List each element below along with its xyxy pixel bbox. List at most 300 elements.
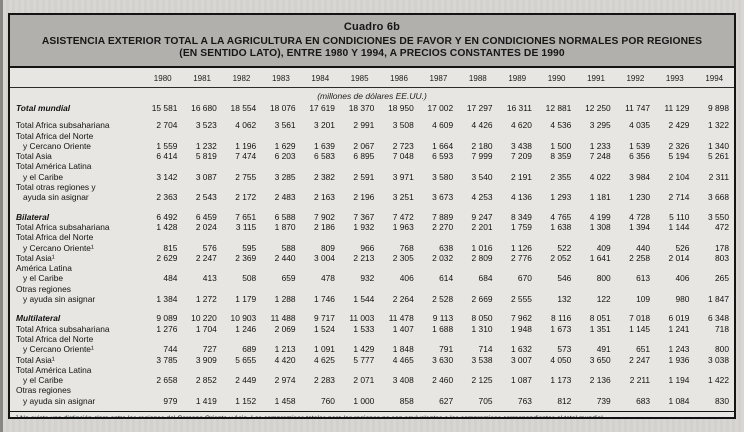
cell-value: 1 308 bbox=[589, 221, 611, 232]
cell-value: 4 728 bbox=[629, 211, 651, 222]
cell-value: 2 991 bbox=[353, 120, 375, 131]
cell-value: 1 673 bbox=[550, 323, 572, 334]
units-note: (millones de dólares EE.UU.) bbox=[317, 91, 427, 101]
cell-value: 7 048 bbox=[392, 151, 414, 162]
cell-value: 15 581 bbox=[151, 103, 178, 113]
cell-value: 2 483 bbox=[274, 192, 296, 203]
cell-value: 8 051 bbox=[589, 313, 611, 324]
cell-value: 5 261 bbox=[708, 151, 729, 162]
cell-value: 4 199 bbox=[589, 211, 611, 222]
cell-value: 2 629 bbox=[156, 252, 178, 263]
row-label: Total América Latina y el Caribe bbox=[16, 364, 92, 386]
cell-value: 1 293 bbox=[550, 192, 572, 203]
row-label: Total Africa del Norte y Cercano Oriente¹ bbox=[16, 232, 94, 253]
row-label: Total otras regiones y ayuda sin asignar bbox=[16, 182, 96, 203]
cell-value: 3 971 bbox=[392, 171, 414, 182]
cell-value: 16 311 bbox=[506, 103, 532, 113]
cell-value: 3 538 bbox=[471, 354, 493, 365]
cell-value: 3 673 bbox=[432, 192, 454, 203]
cell-value: 7 902 bbox=[313, 211, 335, 222]
cell-value: 3 540 bbox=[471, 171, 493, 182]
cell-value: 9 113 bbox=[432, 313, 454, 324]
cell-value: 8 359 bbox=[550, 151, 572, 162]
cell-value: 2 211 bbox=[629, 375, 651, 386]
cell-value: 6 588 bbox=[274, 211, 296, 222]
cell-value: 760 bbox=[320, 395, 335, 406]
cell-value: 1 394 bbox=[629, 221, 651, 232]
cell-value: 2 776 bbox=[510, 252, 532, 263]
cell-value: 2 755 bbox=[235, 171, 257, 182]
cell-value: 979 bbox=[163, 395, 178, 406]
cell-value: 1 288 bbox=[274, 294, 296, 305]
row-label: Total Asia¹ bbox=[16, 252, 55, 263]
table-title-line-1: ASISTENCIA EXTERIOR TOTAL A LA AGRICULTURA EN CONDICIONES DE FAVOR Y EN CONDICIONES NORMALES POR REGIONES bbox=[41, 36, 703, 47]
year-header: 1987 bbox=[419, 68, 458, 88]
cell-value: 4 420 bbox=[274, 354, 296, 365]
cell-value: 18 950 bbox=[388, 103, 414, 113]
cell-value: 6 583 bbox=[313, 151, 335, 162]
table-cuadro-6b bbox=[8, 13, 736, 419]
cell-value: 3 201 bbox=[313, 120, 335, 131]
year-header: 1981 bbox=[182, 68, 221, 88]
units-row bbox=[10, 88, 734, 104]
cell-value: 409 bbox=[596, 242, 611, 253]
cell-value: 1 016 bbox=[471, 242, 493, 253]
cell-value: 763 bbox=[517, 395, 532, 406]
cell-value: 3 142 bbox=[156, 171, 178, 182]
row-label: Total Africa subsahariana bbox=[16, 221, 110, 232]
cell-value: 1 145 bbox=[629, 323, 651, 334]
cell-value: 1 638 bbox=[550, 221, 572, 232]
cell-value: 1 533 bbox=[353, 323, 375, 334]
cell-value: 11 747 bbox=[625, 103, 651, 113]
cell-value: 1 241 bbox=[668, 323, 690, 334]
cell-value: 684 bbox=[478, 273, 493, 284]
cell-value: 132 bbox=[557, 294, 572, 305]
cell-value: 18 370 bbox=[348, 103, 375, 113]
table-row bbox=[10, 324, 734, 334]
cell-value: 3 508 bbox=[392, 120, 414, 131]
cell-value: 2 032 bbox=[432, 252, 454, 263]
cell-value: 588 bbox=[281, 242, 296, 253]
cell-value: 7 472 bbox=[392, 211, 414, 222]
cell-value: 6 348 bbox=[708, 313, 729, 324]
cell-value: 10 220 bbox=[191, 313, 217, 324]
cell-value: 2 974 bbox=[274, 375, 296, 386]
year-header-row bbox=[10, 68, 734, 88]
year-header: 1992 bbox=[616, 68, 655, 88]
cell-value: 3 523 bbox=[195, 120, 217, 131]
cell-value: 2 071 bbox=[353, 375, 375, 386]
row-label: Multilateral bbox=[16, 313, 61, 324]
year-header: 1993 bbox=[655, 68, 694, 88]
table-row bbox=[10, 120, 734, 130]
cell-value: 2 440 bbox=[274, 252, 296, 263]
cell-value: 6 492 bbox=[156, 211, 178, 222]
cell-value: 2 723 bbox=[392, 140, 414, 151]
cell-value: 6 019 bbox=[668, 313, 690, 324]
table-row bbox=[10, 334, 734, 355]
cell-value: 2 052 bbox=[550, 252, 572, 263]
cell-value: 1 091 bbox=[313, 344, 335, 355]
year-header: 1994 bbox=[694, 68, 734, 88]
cell-value: 2 136 bbox=[589, 375, 611, 386]
cell-value: 1 428 bbox=[156, 221, 178, 232]
cell-value: 3 630 bbox=[432, 354, 454, 365]
cell-value: 2 714 bbox=[668, 192, 690, 203]
cell-value: 17 002 bbox=[427, 103, 454, 113]
cell-value: 1 629 bbox=[274, 140, 296, 151]
cell-value: 1 963 bbox=[392, 221, 414, 232]
table-number: Cuadro 6b bbox=[343, 21, 401, 33]
cell-value: 7 367 bbox=[353, 211, 375, 222]
cell-value: 6 414 bbox=[156, 151, 178, 162]
cell-value: 2 258 bbox=[629, 252, 651, 263]
cell-value: 4 253 bbox=[471, 192, 493, 203]
cell-value: 546 bbox=[557, 273, 572, 284]
cell-value: 9 898 bbox=[708, 103, 729, 113]
cell-value: 1 310 bbox=[471, 323, 493, 334]
table-row bbox=[10, 263, 734, 284]
cell-value: 3 785 bbox=[156, 354, 178, 365]
cell-value: 2 186 bbox=[313, 221, 335, 232]
cell-value: 265 bbox=[715, 273, 729, 284]
cell-value: 1 746 bbox=[313, 294, 335, 305]
year-header: 1986 bbox=[379, 68, 418, 88]
cell-value: 3 004 bbox=[313, 252, 335, 263]
cell-value: 1 179 bbox=[235, 294, 257, 305]
cell-value: 3 087 bbox=[195, 171, 217, 182]
cell-value: 2 163 bbox=[313, 192, 335, 203]
cell-value: 812 bbox=[557, 395, 572, 406]
cell-value: 800 bbox=[596, 273, 611, 284]
cell-value: 1 429 bbox=[353, 344, 375, 355]
cell-value: 11 129 bbox=[664, 103, 690, 113]
cell-value: 1 422 bbox=[708, 375, 729, 386]
cell-value: 4 062 bbox=[235, 120, 257, 131]
row-label: Bilateral bbox=[16, 211, 50, 222]
cell-value: 1 419 bbox=[195, 395, 217, 406]
cell-value: 573 bbox=[557, 344, 572, 355]
cell-value: 3 285 bbox=[274, 171, 296, 182]
cell-value: 2 180 bbox=[471, 140, 493, 151]
cell-value: 4 465 bbox=[392, 354, 414, 365]
table-row bbox=[10, 355, 734, 365]
cell-value: 491 bbox=[596, 344, 611, 355]
row-label: Total Africa subsahariana bbox=[16, 120, 110, 131]
cell-value: 17 619 bbox=[309, 103, 335, 113]
year-header: 1984 bbox=[301, 68, 340, 88]
cell-value: 2 104 bbox=[668, 171, 690, 182]
cell-value: 2 014 bbox=[668, 252, 690, 263]
cell-value: 727 bbox=[202, 344, 217, 355]
year-header: 1985 bbox=[340, 68, 379, 88]
cell-value: 4 765 bbox=[550, 211, 572, 222]
cell-value: 1 639 bbox=[313, 140, 335, 151]
corner-cell bbox=[10, 68, 143, 88]
cell-value: 1 213 bbox=[274, 344, 296, 355]
cell-value: 4 620 bbox=[510, 120, 532, 131]
table-row bbox=[10, 304, 734, 323]
row-label: Total Africa del Norte y Cercano Oriente¹ bbox=[16, 333, 94, 355]
cell-value: 2 460 bbox=[432, 375, 454, 386]
cell-value: 11 003 bbox=[349, 313, 375, 324]
row-label: Otras regiones y ayuda sin asignar bbox=[16, 283, 96, 305]
cell-value: 522 bbox=[557, 242, 572, 253]
row-label: Total Asia bbox=[16, 151, 52, 162]
cell-value: 800 bbox=[715, 344, 729, 355]
cell-value: 1 664 bbox=[432, 140, 454, 151]
cell-value: 6 459 bbox=[195, 211, 217, 222]
cell-value: 1 196 bbox=[235, 140, 257, 151]
cell-value: 526 bbox=[675, 242, 690, 253]
cell-value: 8 349 bbox=[510, 211, 532, 222]
cell-value: 739 bbox=[596, 395, 611, 406]
table-row bbox=[10, 161, 734, 182]
cell-value: 1 870 bbox=[274, 221, 296, 232]
table-row bbox=[10, 203, 734, 222]
cell-value: 4 050 bbox=[550, 354, 572, 365]
cell-value: 2 591 bbox=[353, 171, 375, 182]
cell-value: 478 bbox=[320, 273, 335, 284]
cell-value: 830 bbox=[715, 395, 729, 406]
cell-value: 2 305 bbox=[392, 252, 414, 263]
cell-value: 2 852 bbox=[195, 375, 217, 386]
cell-value: 406 bbox=[399, 273, 414, 284]
cell-value: 8 050 bbox=[471, 313, 493, 324]
cell-value: 2 172 bbox=[235, 192, 257, 203]
row-label: América Latina y el Caribe bbox=[16, 263, 72, 284]
table-section bbox=[10, 304, 734, 411]
cell-value: 614 bbox=[439, 273, 454, 284]
table-section bbox=[10, 103, 734, 203]
cell-value: 2 270 bbox=[432, 221, 454, 232]
cell-value: 966 bbox=[360, 242, 375, 253]
cell-value: 2 658 bbox=[156, 375, 178, 386]
table-title-line-2: (EN SENTIDO LATO), ENTRE 1980 Y 1994, A PRECIOS CONSTANTES DE 1990 bbox=[179, 48, 565, 59]
scan-edge-shadow bbox=[0, 0, 3, 432]
table-title-block bbox=[10, 15, 734, 68]
cell-value: 6 356 bbox=[629, 151, 651, 162]
cell-value: 12 881 bbox=[545, 103, 572, 113]
cell-value: 803 bbox=[715, 252, 729, 263]
cell-value: 3 550 bbox=[708, 211, 729, 222]
cell-value: 1 152 bbox=[235, 395, 257, 406]
cell-value: 9 089 bbox=[156, 313, 178, 324]
cell-value: 705 bbox=[478, 395, 493, 406]
cell-value: 1 458 bbox=[274, 395, 296, 406]
row-label: Otras regiones y ayuda sin asignar bbox=[16, 385, 96, 406]
cell-value: 980 bbox=[675, 294, 690, 305]
table-row bbox=[10, 131, 734, 152]
cell-value: 3 295 bbox=[589, 120, 611, 131]
cell-value: 1 559 bbox=[156, 140, 178, 151]
cell-value: 2 213 bbox=[353, 252, 375, 263]
cell-value: 5 110 bbox=[669, 211, 690, 222]
cell-value: 2 382 bbox=[313, 171, 335, 182]
cell-value: 1 759 bbox=[510, 221, 532, 232]
cell-value: 122 bbox=[596, 294, 611, 305]
cell-value: 1 246 bbox=[235, 323, 257, 334]
cell-value: 1 276 bbox=[156, 323, 178, 334]
cell-value: 2 067 bbox=[353, 140, 375, 151]
cell-value: 6 895 bbox=[353, 151, 375, 162]
cell-value: 659 bbox=[281, 273, 296, 284]
cell-value: 7 651 bbox=[235, 211, 257, 222]
cell-value: 4 625 bbox=[313, 354, 335, 365]
cell-value: 4 609 bbox=[432, 120, 454, 131]
cell-value: 809 bbox=[320, 242, 335, 253]
cell-value: 1 084 bbox=[668, 395, 690, 406]
cell-value: 932 bbox=[360, 273, 375, 284]
table-row bbox=[10, 182, 734, 203]
cell-value: 3 438 bbox=[510, 140, 532, 151]
cell-value: 638 bbox=[439, 242, 454, 253]
cell-value: 16 680 bbox=[191, 103, 217, 113]
cell-value: 1 351 bbox=[589, 323, 611, 334]
year-header: 1988 bbox=[458, 68, 497, 88]
cell-value: 109 bbox=[636, 294, 651, 305]
cell-value: 2 704 bbox=[156, 120, 178, 131]
cell-value: 1 936 bbox=[668, 354, 690, 365]
cell-value: 670 bbox=[517, 273, 532, 284]
cell-value: 6 593 bbox=[432, 151, 454, 162]
cell-value: 1 233 bbox=[589, 140, 611, 151]
cell-value: 613 bbox=[636, 273, 651, 284]
cell-value: 7 248 bbox=[589, 151, 611, 162]
cell-value: 1 932 bbox=[353, 221, 375, 232]
cell-value: 1 407 bbox=[392, 323, 414, 334]
cell-value: 651 bbox=[636, 344, 651, 355]
cell-value: 2 069 bbox=[274, 323, 296, 334]
cell-value: 12 250 bbox=[585, 103, 611, 113]
cell-value: 18 554 bbox=[230, 103, 257, 113]
table-row bbox=[10, 284, 734, 305]
cell-value: 508 bbox=[242, 273, 257, 284]
data-table bbox=[10, 68, 734, 411]
cell-value: 2 024 bbox=[195, 221, 217, 232]
cell-value: 3 650 bbox=[589, 354, 611, 365]
cell-value: 2 196 bbox=[353, 192, 375, 203]
cell-value: 2 355 bbox=[550, 171, 572, 182]
year-header: 1983 bbox=[261, 68, 300, 88]
cell-value: 2 363 bbox=[156, 192, 178, 203]
cell-value: 17 297 bbox=[466, 103, 493, 113]
cell-value: 3 408 bbox=[392, 375, 414, 386]
year-header: 1990 bbox=[537, 68, 576, 88]
cell-value: 1 544 bbox=[353, 294, 375, 305]
cell-value: 1 688 bbox=[432, 323, 454, 334]
cell-value: 7 999 bbox=[471, 151, 493, 162]
table-row bbox=[10, 253, 734, 263]
cell-value: 2 555 bbox=[510, 294, 532, 305]
cell-value: 5 819 bbox=[195, 151, 217, 162]
year-header: 1991 bbox=[576, 68, 615, 88]
cell-value: 178 bbox=[715, 242, 729, 253]
cell-value: 2 449 bbox=[235, 375, 257, 386]
table-section bbox=[10, 203, 734, 305]
cell-value: 4 536 bbox=[550, 120, 572, 131]
cell-value: 6 203 bbox=[274, 151, 296, 162]
table-row bbox=[10, 222, 734, 232]
cell-value: 413 bbox=[202, 273, 217, 284]
cell-value: 3 038 bbox=[708, 354, 729, 365]
cell-value: 1 126 bbox=[510, 242, 532, 253]
cell-value: 5 655 bbox=[235, 354, 257, 365]
row-label: Total América Latina y el Caribe bbox=[16, 161, 92, 182]
cell-value: 1 144 bbox=[668, 221, 690, 232]
cell-value: 3 984 bbox=[629, 171, 651, 182]
cell-value: 1 384 bbox=[156, 294, 178, 305]
year-header: 1982 bbox=[222, 68, 261, 88]
cell-value: 440 bbox=[636, 242, 651, 253]
cell-value: 2 247 bbox=[195, 252, 217, 263]
footnote: ¹ No existe una distinción clara entre las regiones del Cercano Oriente y Asia. Los compromisos totales para las regiones no son equivalentes a los compromisos correspondientes al total mundial. bbox=[10, 411, 734, 419]
cell-value: 595 bbox=[242, 242, 257, 253]
year-header: 1989 bbox=[498, 68, 537, 88]
cell-value: 1 322 bbox=[708, 120, 729, 131]
cell-value: 3 115 bbox=[235, 221, 257, 232]
cell-value: 2 429 bbox=[668, 120, 690, 131]
cell-value: 1 087 bbox=[510, 375, 532, 386]
cell-value: 3 909 bbox=[195, 354, 217, 365]
cell-value: 1 173 bbox=[550, 375, 572, 386]
cell-value: 7 209 bbox=[510, 151, 532, 162]
cell-value: 2 326 bbox=[668, 140, 690, 151]
cell-value: 1 848 bbox=[392, 344, 414, 355]
table-row bbox=[10, 151, 734, 161]
cell-value: 718 bbox=[715, 323, 729, 334]
row-label: Total mundial bbox=[16, 103, 71, 113]
row-label: Total Africa subsahariana bbox=[16, 323, 110, 334]
cell-value: 7 889 bbox=[432, 211, 454, 222]
cell-value: 1 847 bbox=[708, 294, 729, 305]
cell-value: 1 194 bbox=[668, 375, 690, 386]
cell-value: 627 bbox=[439, 395, 454, 406]
cell-value: 1 181 bbox=[589, 192, 611, 203]
cell-value: 1 539 bbox=[629, 140, 651, 151]
cell-value: 7 962 bbox=[510, 313, 532, 324]
cell-value: 2 125 bbox=[471, 375, 493, 386]
cell-value: 3 561 bbox=[274, 120, 296, 131]
cell-value: 1 641 bbox=[589, 252, 611, 263]
cell-value: 1 500 bbox=[550, 140, 572, 151]
cell-value: 2 247 bbox=[629, 354, 651, 365]
cell-value: 11 488 bbox=[270, 313, 296, 324]
cell-value: 4 136 bbox=[510, 192, 532, 203]
cell-value: 858 bbox=[399, 395, 414, 406]
cell-value: 18 076 bbox=[269, 103, 296, 113]
cell-value: 11 478 bbox=[388, 313, 414, 324]
cell-value: 1 230 bbox=[629, 192, 651, 203]
cell-value: 1 948 bbox=[510, 323, 532, 334]
cell-value: 3 580 bbox=[432, 171, 454, 182]
cell-value: 2 201 bbox=[471, 221, 493, 232]
year-header: 1980 bbox=[143, 68, 182, 88]
cell-value: 2 191 bbox=[510, 171, 532, 182]
row-label: Total Asia¹ bbox=[16, 354, 55, 365]
cell-value: 791 bbox=[439, 344, 454, 355]
cell-value: 472 bbox=[715, 221, 729, 232]
cell-value: 4 426 bbox=[471, 120, 493, 131]
cell-value: 3 007 bbox=[510, 354, 532, 365]
cell-value: 2 283 bbox=[313, 375, 335, 386]
cell-value: 2 264 bbox=[392, 294, 414, 305]
cell-value: 3 668 bbox=[708, 192, 729, 203]
cell-value: 3 251 bbox=[392, 192, 414, 203]
cell-value: 1 524 bbox=[313, 323, 335, 334]
cell-value: 1 000 bbox=[353, 395, 375, 406]
